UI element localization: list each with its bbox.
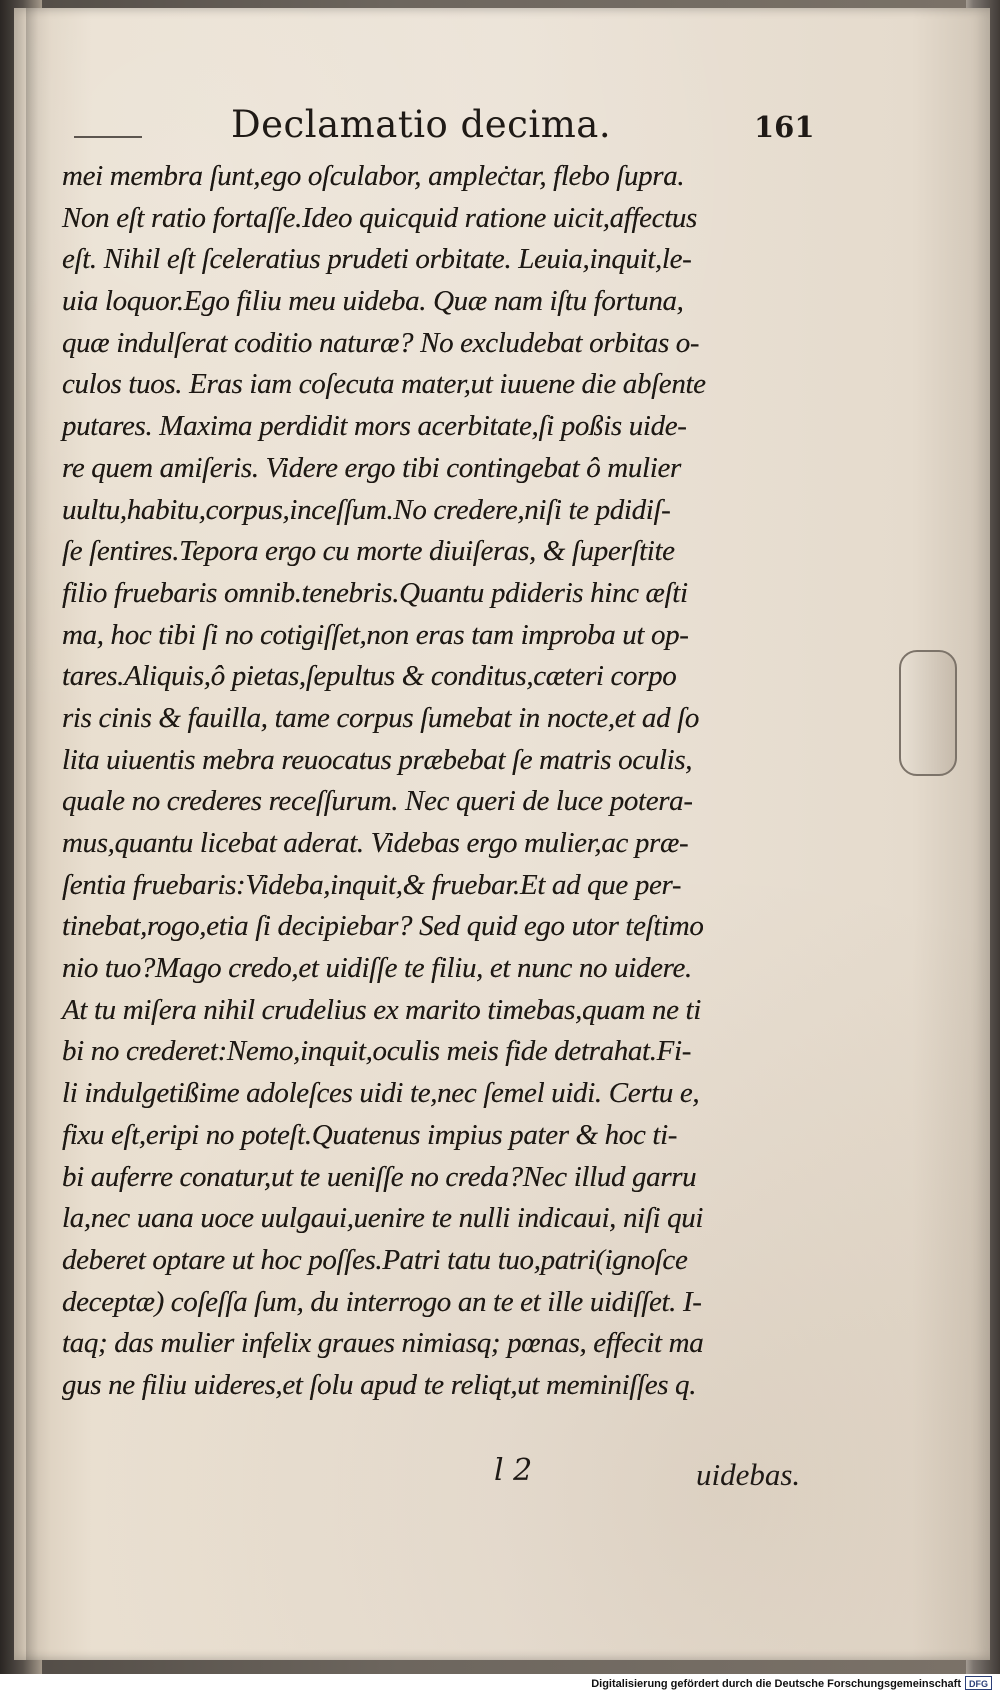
text-line: tares.Aliquis,ô pietas,ſepultus & conditus,cæteri corpo (62, 660, 677, 693)
text-line: gus ne filiu uideres,et ſolu apud te reliqt,ut meminiſſes q. (62, 1368, 697, 1401)
text-line: uultu,habitu,corpus,inceſſum.No credere,niſi te pdidiſ- (62, 493, 671, 526)
text-line: ſe ſentires.Tepora ergo cu morte diuiſeras, & ſuperſtite (62, 535, 675, 568)
text-line: Non eſt ratio fortaſſe.Ideo quicquid ratione uicit,affectus (62, 201, 697, 234)
text-line: la,nec uana uoce uulgaui,uenire te nulli indicaui, niſi qui (62, 1202, 704, 1235)
dfg-logo: DFG (965, 1676, 992, 1690)
text-line: deberet optare ut hoc poſſes.Patri tatu tuo,patri(ignoſce (62, 1243, 688, 1276)
text-line: quale no crederes receſſurum. Nec queri de luce potera- (62, 785, 693, 818)
text-line: tinebat,rogo,etia ſi decipiebar? Sed quid ego utor teſtimo (62, 910, 704, 943)
page-header (74, 103, 834, 158)
text-line: quæ indulſerat coditio naturæ? No excludebat orbitas o- (62, 326, 700, 359)
text-line: deceptæ) coſeſſa ſum, du interrogo an te et ille uidiſſet. I- (62, 1285, 702, 1318)
text-line: mei membra ſunt,ego oſculabor, ampleċtar, flebo ſupra. (62, 160, 685, 192)
text-line: eſt. Nihil eſt ſceleratius prudeti orbitate. Leuia,inquit,le- (62, 243, 692, 276)
header-rule (74, 136, 142, 138)
text-line: uia loquor.Ego filiu meu uideba. Quæ nam iſtu fortuna, (62, 285, 684, 318)
text-line: At tu miſera nihil crudelius ex marito timebas,quam ne ti (62, 993, 701, 1026)
digitization-footer (0, 1674, 1000, 1694)
text-line: li indulgetißime adoleſces uidi te,nec ſemel uidi. Certu e, (62, 1077, 700, 1110)
text-line: re quem amiſeris. Videre ergo tibi contingebat ô mulier (62, 451, 681, 484)
running-title: Declamatio decima. (231, 103, 612, 146)
catchword: uidebas. (696, 1457, 801, 1492)
signature-mark: l 2 (494, 1453, 533, 1488)
text-line: bi auferre conatur,ut te ueniſſe no creda?Nec illud garru (62, 1160, 697, 1193)
text-line: putares. Maxima perdidit mors acerbitate,ſi poßis uide- (62, 410, 687, 443)
text-line: bi no crederet:Nemo,inquit,oculis meis fide detrahat.Fi- (62, 1035, 692, 1068)
text-line: ma, hoc tibi ſi no cotigiſſet,non eras tam improba ut op- (62, 618, 689, 651)
text-line: filio fruebaris omnib.tenebris.Quantu pdideris hinc æſti (62, 576, 688, 609)
text-line: ſentia fruebaris:Videba,inquit,& fruebar.Et ad que per- (62, 868, 682, 901)
page-clasp (899, 650, 957, 776)
text-line: taq; das mulier infelix graues nimiasq; pœnas, effecit ma (62, 1327, 704, 1360)
latin-text-body (62, 156, 852, 1407)
text-line: mus,quantu licebat aderat. Videbas ergo mulier,ac præ- (62, 827, 689, 859)
text-line: ris cinis & fauilla, tame corpus ſumebat in nocte,et ad ſo (62, 701, 699, 734)
page-fold-shadow (26, 8, 51, 1660)
text-line: culos tuos. Eras iam coſecuta mater,ut iuuene die abſente (62, 368, 706, 401)
text-line: fixu eſt,eripi no poteſt.Quatenus impius pater & hoc ti- (62, 1118, 678, 1151)
text-line: nio tuo?Mago credo,et uidiſſe te filiu, et nunc no uidere. (62, 952, 692, 985)
text-line: lita uiuentis mebra reuocatus præbebat ſe matris oculis, (62, 743, 693, 776)
digitization-credit: Digitalisierung gefördert durch die Deutsche Forschungsgemeinschaft (591, 1678, 961, 1690)
page-number: 161 (754, 110, 815, 144)
book-page (14, 8, 990, 1660)
